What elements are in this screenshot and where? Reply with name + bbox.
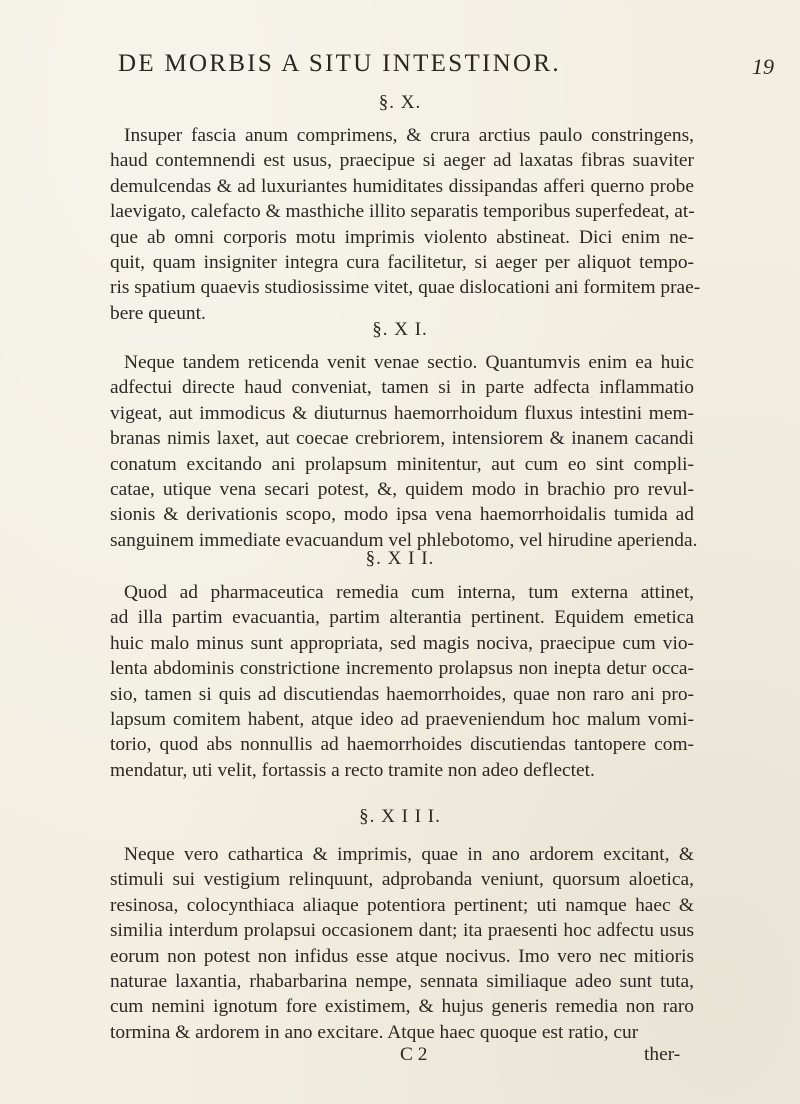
running-title: DE MORBIS A SITU INTESTINOR. [118,50,561,77]
paragraph [124,580,694,605]
text-line: branas nimis laxet, aut coecae crebriorem, intensiorem & inanem cacandi [110,428,694,450]
paragraph [124,123,694,148]
paragraph [124,350,694,375]
paragraph [110,605,694,783]
paragraph [110,867,694,1045]
text-line: catae, utique vena secari potest, &, quidem modo in brachio pro revul- [110,478,694,500]
text-line: laevigato, calefacto & masthiche illito separatis temporibus superfedeat, at- [110,201,695,223]
section-heading: §. X. [378,92,422,113]
section-heading: §. X I I. [365,548,435,569]
text-line: similia interdum prolapsui occasionem dant; ita praesenti hoc adfectu usus [110,920,694,942]
paragraph [110,375,698,553]
text-line: haud contemnendi est usus, praecipue si aeger ad laxatas fibras suaviter [110,150,694,172]
section-heading: §. X I I I. [359,806,441,827]
text-line: huic malo minus sunt appropriata, sed magis nociva, praecipue cum vio- [110,632,694,654]
text-line: sionis & derivationis scopo, modo ipsa vena haemorrhoidalis tumida ad [110,504,694,526]
catchword: ther- [644,1044,681,1065]
text-line: vigeat, aut immodicus & diuturnus haemorrhoidum fluxus intestini mem- [110,402,694,424]
text-line: Quod ad pharmaceutica remedia cum interna, tum externa attinet, [124,582,694,603]
page-footer [0,1044,800,1070]
text-line: que ab omni corporis motu imprimis violento abstineat. Dici enim ne- [110,226,694,248]
text-line: naturae laxantia, rhabarbarina nempe, sennata similiaque adeo sunt tuta, [110,970,694,992]
text-line: ris spatium quaevis studiosissime vitet, quae dislocationi ani formitem prae- [110,277,701,299]
text-line: lapsum comitem habent, atque ideo ad praeveniendum hoc malum vomi- [110,708,694,730]
paragraph [124,842,694,867]
text-line: demulcendas & ad luxuriantes humiditates dissipandas afferi querno probe [110,175,694,197]
text-line: ad illa partim evacuantia, partim alterantia pertinent. Equidem emetica [110,607,694,629]
text-line: sio, tamen si quis ad discutiendas haemorrhoides, quae non raro ani pro- [110,683,694,705]
text-line: Neque tandem reticenda venit venae sectio. Quantumvis enim ea huic [124,352,694,373]
text-line: lenta abdominis constrictione incremento prolapsus non inepta detur occa- [110,658,694,680]
text-line: mendatur, uti velit, fortassis a recto tramite non adeo deflectet. [110,759,595,781]
section-heading: §. X I. [372,319,428,340]
text-line: resinosa, colocynthiaca aliaque potentiora pertinent; uti namque haec & [110,894,694,916]
text-line: torio, quod abs nonnullis ad haemorrhoides discutiendas tantopere com- [110,734,694,756]
paragraph [110,148,701,326]
text-line: conatum excitando ani prolapsum minitentur, aut cum eo sint compli- [110,453,694,475]
text-line: cum nemini ignotum fore existimem, & hujus generis remedia non raro [110,996,694,1018]
text-line: eorum non potest non infidus esse atque nocivus. Imo vero nec mitioris [110,945,694,967]
text-line: sanguinem immediate evacuandum vel phlebotomo, vel hirudine aperienda. [110,529,698,551]
text-line: Insuper fascia anum comprimens, & crura arctius paulo constringens, [124,125,694,146]
text-line: bere queunt. [110,302,206,324]
page-number: 19 [752,54,774,79]
text-line: adfectui directe haud conveniat, tamen si in parte adfecta inflammatio [110,377,694,399]
text-line: Neque vero cathartica & imprimis, quae in ano ardorem excitant, & [124,844,694,865]
signature-mark: C 2 [400,1044,428,1065]
text-line: stimuli sui vestigium relinquunt, adprobanda veniunt, quorsum aloetica, [110,869,694,891]
text-line: tormina & ardorem in ano excitare. Atque haec quoque est ratio, cur [110,1021,639,1043]
text-line: quit, quam insigniter integra cura facilitetur, si aeger per aliquot tempo- [110,251,694,273]
